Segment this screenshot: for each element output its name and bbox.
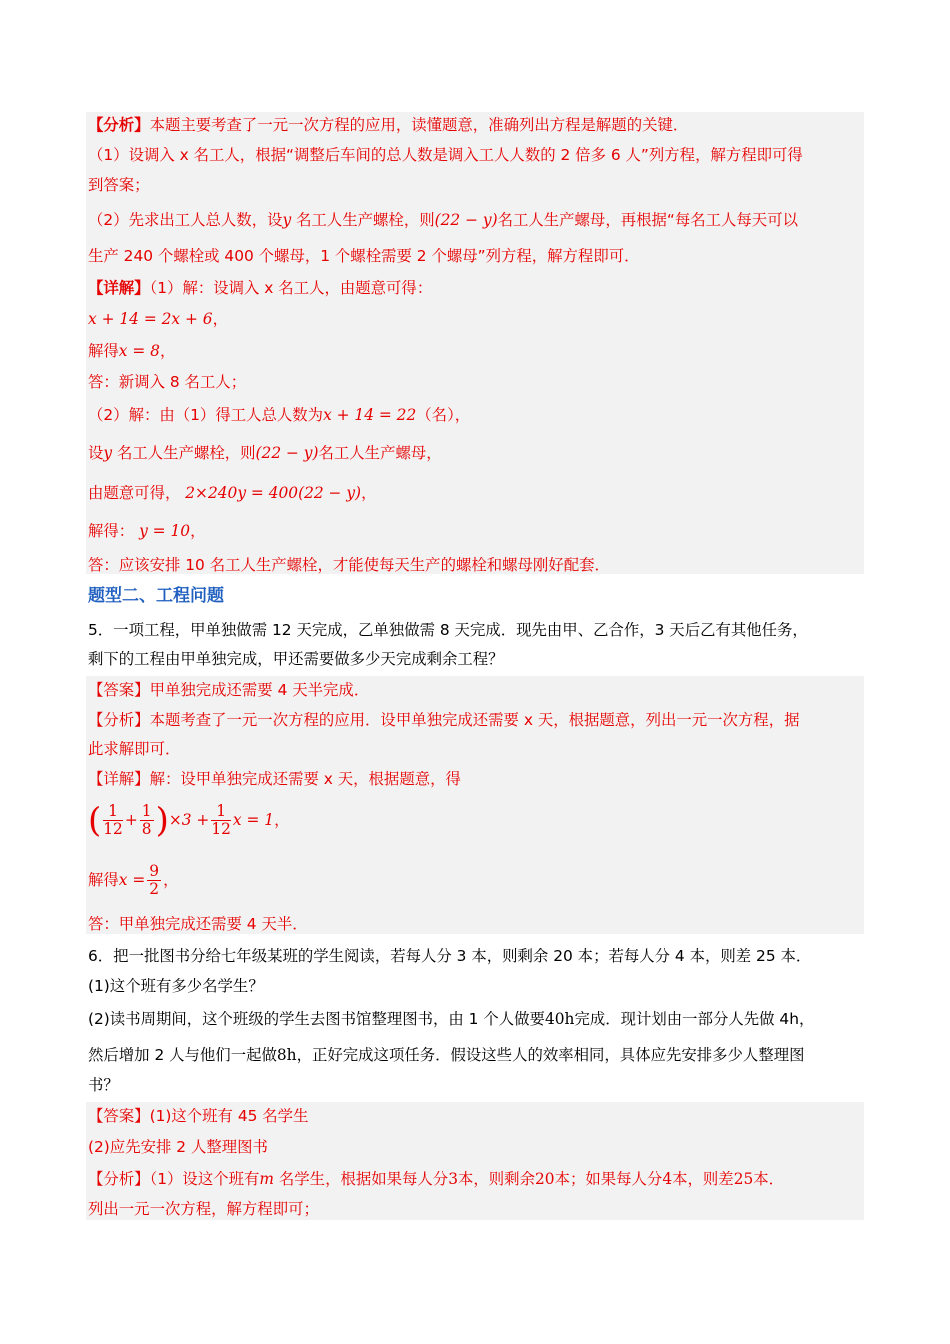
fraction bbox=[140, 803, 154, 838]
detail-line bbox=[88, 278, 432, 298]
text: 本，则剩余 bbox=[458, 1170, 535, 1188]
math-num: 20 bbox=[534, 1170, 555, 1188]
math-expr: (22 − y) bbox=[255, 444, 319, 462]
text: ， bbox=[159, 342, 176, 360]
denominator: 12 bbox=[211, 820, 231, 838]
analysis-part2-line1 bbox=[88, 210, 798, 230]
text: 解得 bbox=[88, 871, 119, 889]
text: 然后增加 2 人与他们一起做 bbox=[88, 1046, 277, 1064]
q5-line1: 5．一项工程，甲单独做需 12 天完成，乙单独做需 8 天完成．现先由甲、乙合作，3 天后乙有其他任务， bbox=[88, 621, 808, 639]
q5-line2: 剩下的工程由甲单独完成，甲还需要做多少天完成剩余工程？ bbox=[88, 650, 504, 668]
q6-sub1: (1)这个班有多少名学生？ bbox=[88, 977, 264, 995]
q5-final-answer: 答：甲单独完成还需要 4 天半． bbox=[88, 915, 308, 933]
text: ， bbox=[163, 871, 179, 889]
math-var: m bbox=[259, 1170, 274, 1188]
q5-detail: 【详解】解：设甲单独完成还需要 x 天，根据题意，得 bbox=[88, 770, 461, 788]
text: ， bbox=[212, 310, 228, 328]
math-expr: 8h bbox=[276, 1046, 297, 1064]
equation-1 bbox=[88, 309, 228, 329]
q6-answer1: 【答案】(1)这个班有 45 名学生 bbox=[88, 1107, 309, 1125]
text: 完成．现计划由一部分人先做 4h， bbox=[574, 1010, 815, 1028]
math-expr: x = bbox=[118, 871, 146, 889]
denominator: 12 bbox=[103, 820, 123, 838]
text: 名工人生产螺母， bbox=[318, 444, 442, 462]
math-expr: x + 14 = 22 bbox=[323, 406, 417, 424]
fraction bbox=[211, 803, 231, 838]
text: 名工人生产螺栓，则 bbox=[112, 444, 256, 462]
paren-left: ( bbox=[88, 800, 102, 841]
answer-2: 答：应该安排 10 名工人生产螺栓，才能使每天生产的螺栓和螺母刚好配套． bbox=[88, 556, 610, 574]
text: 本；如果每人分 bbox=[554, 1170, 663, 1188]
text: 名工人生产螺母，再根据“每名工人每天可以 bbox=[497, 211, 798, 229]
text: ，正好完成这项任务．假设这些人的效率相同，具体应先安排多少人整理图 bbox=[296, 1046, 805, 1064]
solution-block-q4 bbox=[86, 112, 864, 574]
denominator: 2 bbox=[149, 880, 160, 898]
math-num: 25 bbox=[733, 1170, 754, 1188]
numerator: 1 bbox=[103, 803, 123, 821]
text: （2）解：由（1）得工人总人数为 bbox=[88, 406, 324, 424]
fraction bbox=[147, 863, 161, 898]
text: （2）先求出工人总人数，设 bbox=[88, 211, 283, 229]
analysis-part1-line1: （1）设调入 x 名工人，根据“调整后车间的总人数是调入工人人数的 2 倍多 6 人”列方程，解方程即可得 bbox=[88, 146, 803, 164]
math-var: y bbox=[103, 444, 113, 462]
math-expr: x + 14 = 2x + 6 bbox=[88, 310, 213, 328]
detail-text: （1）解：设调入 x 名工人，由题意可得： bbox=[149, 279, 433, 297]
text: 名工人生产螺栓，则 bbox=[291, 211, 435, 229]
q6-sub2-line2 bbox=[88, 1045, 805, 1065]
math-expr: x = 1 bbox=[232, 811, 275, 829]
q5-analysis-line1: 【分析】本题考查了一元一次方程的应用．设甲单独完成还需要 x 天，根据题意，列出一元一次方程，据 bbox=[88, 711, 800, 729]
text: 设 bbox=[88, 444, 104, 462]
math-expr: x = 8 bbox=[118, 342, 160, 360]
math-expr: (22 − y) bbox=[434, 211, 498, 229]
text: 解得 bbox=[88, 342, 119, 360]
analysis-tag: 【分析】 bbox=[88, 116, 150, 134]
numerator: 1 bbox=[141, 802, 152, 820]
denominator: 8 bbox=[141, 820, 152, 838]
q6-line1: 6．把一批图书分给七年级某班的学生阅读，若每人分 3 本，则剩余 20 本；若每人分 4 本，则差 25 本． bbox=[88, 947, 812, 965]
q6-analysis-line1 bbox=[88, 1169, 784, 1189]
section-title: 题型二、工程问题 bbox=[88, 586, 224, 606]
q6-answer2: (2)应先安排 2 人整理图书 bbox=[88, 1138, 268, 1156]
text: ， bbox=[361, 484, 377, 502]
math-var: y bbox=[282, 211, 292, 229]
analysis-text: 本题主要考查了一元一次方程的应用，读懂题意，准确列出方程是解题的关键． bbox=[149, 116, 689, 134]
text: （名）， bbox=[416, 406, 471, 424]
math-num: 3 bbox=[448, 1170, 458, 1188]
solve-2 bbox=[88, 521, 205, 541]
text: 由题意可得， bbox=[88, 484, 181, 502]
part2-line2 bbox=[88, 443, 442, 463]
answer-1: 答：新调入 8 名工人； bbox=[88, 373, 247, 391]
math-expr: y = 10 bbox=[139, 522, 191, 540]
analysis-part2-line2: 生产 240 个螺栓或 400 个螺母，1 个螺栓需要 2 个螺母”列方程，解方程即可． bbox=[88, 247, 640, 265]
analysis-line bbox=[88, 115, 688, 135]
text: 名学生，根据如果每人分 bbox=[274, 1170, 449, 1188]
q5-analysis-line2: 此求解即可． bbox=[88, 740, 181, 758]
part2-line3 bbox=[88, 483, 376, 503]
q5-answer: 【答案】甲单独完成还需要 4 天半完成． bbox=[88, 681, 370, 699]
math-op: + bbox=[124, 811, 138, 829]
text: 本． bbox=[753, 1170, 785, 1188]
text: 本，则差 bbox=[672, 1170, 734, 1188]
q6-sub2-line3: 书？ bbox=[88, 1076, 119, 1094]
solve-1 bbox=[88, 341, 175, 361]
analysis-part1-line2: 到答案； bbox=[88, 176, 150, 194]
math-expr: 2×240y = 400(22 − y) bbox=[185, 484, 362, 502]
paren-right: ) bbox=[155, 800, 169, 841]
text: 解得： bbox=[88, 522, 135, 540]
q6-analysis-line2: 列出一元一次方程，解方程即可； bbox=[88, 1200, 319, 1218]
text: 【分析】（1）设这个班有 bbox=[88, 1170, 260, 1188]
q5-equation bbox=[88, 798, 289, 842]
part2-line1 bbox=[88, 405, 470, 425]
numerator: 9 bbox=[149, 862, 160, 880]
numerator: 1 bbox=[211, 803, 231, 821]
fraction bbox=[103, 803, 123, 838]
math-expr: ×3 + bbox=[168, 811, 210, 829]
text: ， bbox=[190, 522, 206, 540]
q6-sub2-line1 bbox=[88, 1009, 814, 1029]
text: ， bbox=[274, 811, 290, 829]
math-num: 4 bbox=[662, 1170, 673, 1188]
math-expr: 40h bbox=[544, 1010, 575, 1028]
detail-tag: 【详解】 bbox=[88, 279, 150, 297]
text: (2)读书周期间，这个班级的学生去图书馆整理图书，由 1 个人做要 bbox=[88, 1010, 545, 1028]
q5-solve bbox=[88, 858, 178, 902]
